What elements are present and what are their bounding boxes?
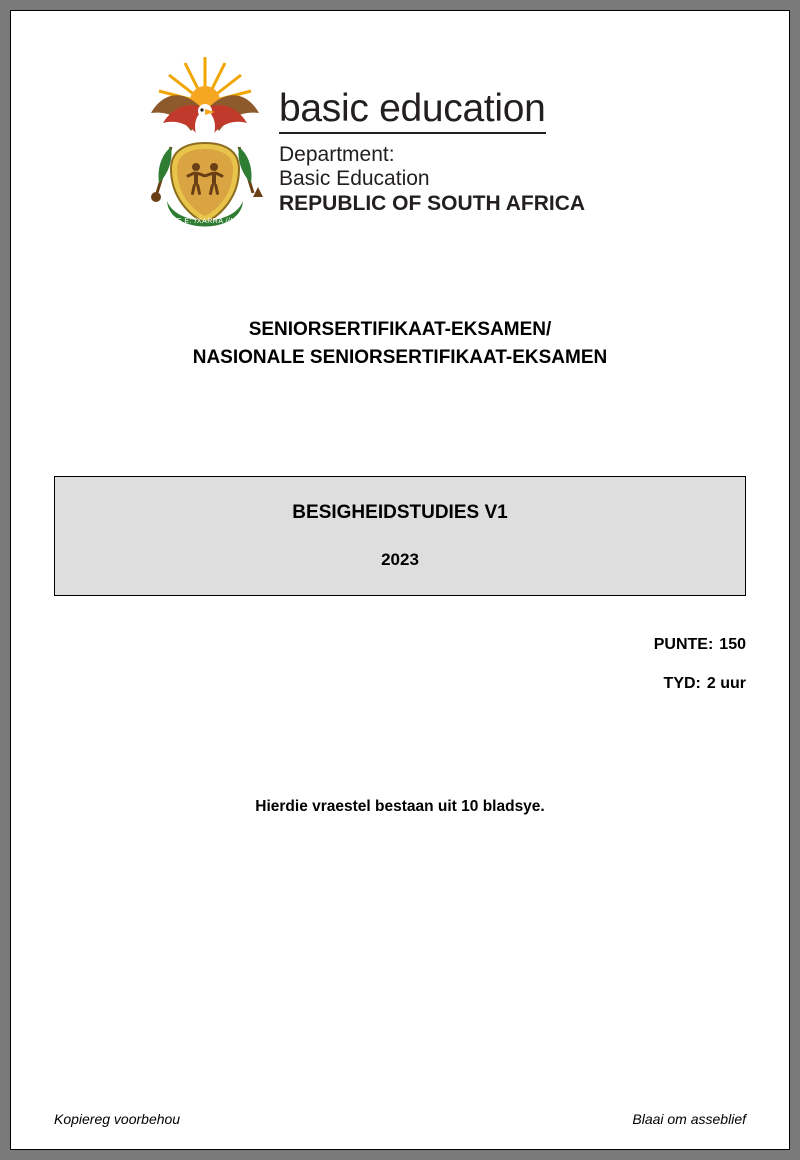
time-label: TYD: xyxy=(663,675,701,693)
exam-title xyxy=(11,316,789,371)
brand-title: basic education xyxy=(279,89,546,134)
copyright-note: Kopiereg voorbehou xyxy=(54,1111,181,1127)
exam-meta xyxy=(11,636,789,693)
south-african-coat-of-arms-icon xyxy=(141,51,269,241)
country-name: REPUBLIC OF SOUTH AFRICA xyxy=(279,192,586,216)
marks-line xyxy=(11,636,746,654)
subject-box xyxy=(54,476,746,596)
exam-title-line2: NASIONALE SENIORSERTIFIKAAT-EKSAMEN xyxy=(192,346,608,368)
department-wordmark xyxy=(279,51,585,216)
exam-year: 2023 xyxy=(381,550,419,570)
department-label: Department: xyxy=(279,143,395,166)
document-header xyxy=(11,11,789,241)
subject-name: BESIGHEIDSTUDIES V1 xyxy=(292,502,508,524)
svg-text:!KE E: /XARRA //KE: !KE E: /XARRA //KE xyxy=(169,218,241,225)
turn-over-note: Blaai om asseblief xyxy=(632,1111,746,1127)
time-value: 2 uur xyxy=(706,675,746,693)
page-count-note: Hierdie vraestel bestaan uit 10 bladsye. xyxy=(255,798,545,816)
marks-label: PUNTE: xyxy=(653,636,714,654)
document-page xyxy=(10,10,790,1150)
department-name: Basic Education xyxy=(279,167,430,191)
marks-value: 150 xyxy=(719,636,746,654)
time-line xyxy=(11,675,746,693)
exam-title-line1: SENIORSERTIFIKAAT-EKSAMEN/ xyxy=(248,319,552,340)
page-footer xyxy=(54,1111,746,1127)
